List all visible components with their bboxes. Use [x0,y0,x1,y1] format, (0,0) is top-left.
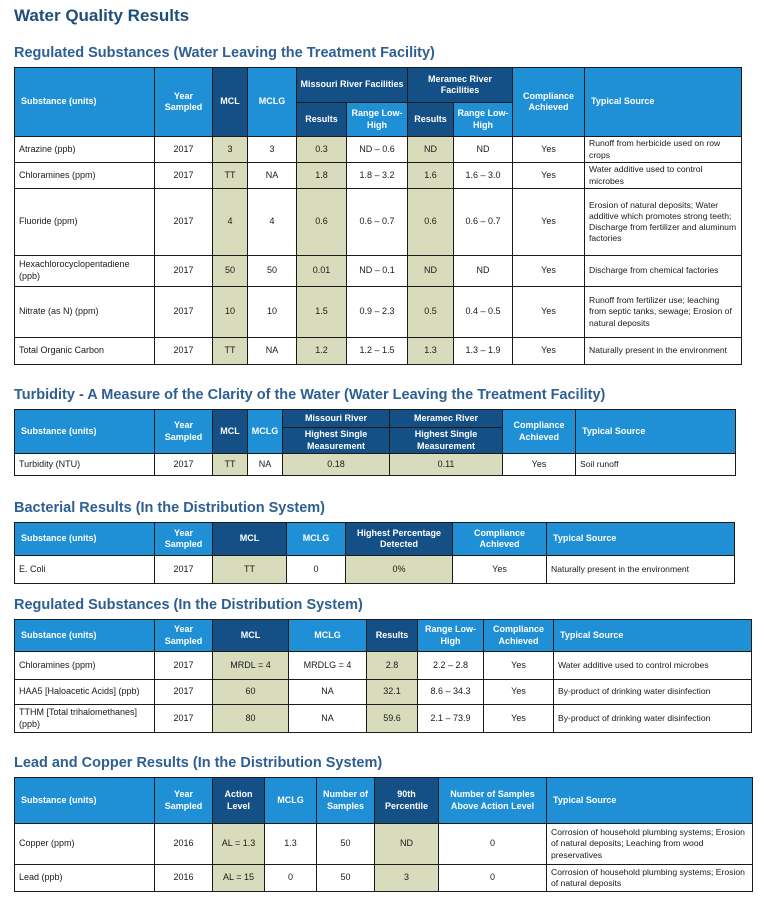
cell-meramec-range: ND [454,256,513,287]
header-mclg: MCLG [287,523,346,556]
header-missouri: Missouri River Facilities [297,68,408,103]
cell-90th-percentile: 3 [375,865,439,892]
cell-meramec-range: 1.3 – 1.9 [454,338,513,365]
turbidity-table [14,409,736,476]
page-title: Water Quality Results [14,6,190,25]
header-mclg: MCLG [248,68,297,137]
cell-year: 2017 [155,652,213,680]
header-missouri-highest: Highest Single Measurement [283,428,390,454]
lead-copper-table [14,777,753,892]
cell-mcl: 80 [213,705,289,733]
header-mclg: MCLG [248,410,283,454]
header-90th-percentile: 90th Percentile [375,778,439,824]
cell-source: Water additive used to control microbes [585,163,742,189]
header-meramec: Meramec River Facilities [408,68,513,103]
cell-range: 2.1 – 73.9 [418,705,484,733]
header-substance: Substance (units) [15,523,155,556]
cell-substance: Copper (ppm) [15,824,155,865]
cell-year: 2017 [155,680,213,705]
cell-substance: Turbidity (NTU) [15,454,155,476]
cell-year: 2016 [155,824,213,865]
cell-missouri-range: 0.6 – 0.7 [347,189,408,256]
cell-missouri-range: 1.8 – 3.2 [347,163,408,189]
section-heading-bacterial: Bacterial Results (In the Distribution System) [14,500,326,516]
header-mclg: MCLG [265,778,317,824]
header-meramec-range: Range Low-High [454,103,513,137]
cell-year: 2017 [155,137,213,163]
section-heading-turbidity: Turbidity - A Measure of the Clarity of the Water (Water Leaving the Treatment Facility) [14,387,606,403]
header-num-samples: Number of Samples [317,778,375,824]
cell-source: Runoff from herbicide used on row crops [585,137,742,163]
cell-source: Discharge from chemical factories [585,256,742,287]
cell-mcl: TT [213,163,248,189]
cell-num-samples: 50 [317,824,375,865]
cell-samples-above: 0 [439,824,547,865]
table-row [15,189,742,256]
cell-compliance: Yes [513,189,585,256]
cell-substance: Nitrate (as N) (ppm) [15,287,155,338]
cell-missouri-range: ND – 0.1 [347,256,408,287]
cell-highest: 0% [346,556,453,584]
header-source: Typical Source [576,410,736,454]
cell-missouri-range: 0.9 – 2.3 [347,287,408,338]
header-source: Typical Source [554,620,752,652]
cell-year: 2017 [155,256,213,287]
header-mcl: MCL [213,410,248,454]
cell-mcl: 4 [213,189,248,256]
cell-mcl: 50 [213,256,248,287]
header-year: Year Sampled [155,68,213,137]
cell-substance: E. Coli [15,556,155,584]
cell-compliance: Yes [484,705,554,733]
cell-source: Corrosion of household plumbing systems; Erosion of natural deposits [547,865,753,892]
header-meramec: Meramec River [390,410,503,428]
cell-source: By-product of drinking water disinfection [554,705,752,733]
cell-mclg: 0 [265,865,317,892]
regulated-distribution-table [14,619,752,733]
cell-mclg: 3 [248,137,297,163]
header-substance: Substance (units) [15,68,155,137]
cell-substance: Chloramines (ppm) [15,163,155,189]
cell-meramec: 0.11 [390,454,503,476]
cell-source: By-product of drinking water disinfection [554,680,752,705]
cell-year: 2017 [155,163,213,189]
cell-mcl: TT [213,338,248,365]
header-year: Year Sampled [155,620,213,652]
cell-num-samples: 50 [317,865,375,892]
cell-mcl: 10 [213,287,248,338]
cell-meramec-result: 1.3 [408,338,454,365]
cell-substance: TTHM [Total trihalomethanes] (ppb) [15,705,155,733]
cell-missouri: 0.18 [283,454,390,476]
header-compliance: Compliance Achieved [503,410,576,454]
bacterial-table [14,522,735,584]
cell-meramec-range: ND [454,137,513,163]
cell-meramec-range: 0.6 – 0.7 [454,189,513,256]
cell-mcl: 60 [213,680,289,705]
cell-missouri-result: 1.8 [297,163,347,189]
cell-meramec-result: ND [408,256,454,287]
table-row [15,652,752,680]
cell-mclg: NA [248,338,297,365]
cell-mclg: NA [248,163,297,189]
header-action-level: Action Level [213,778,265,824]
header-substance: Substance (units) [15,778,155,824]
cell-mcl: MRDL = 4 [213,652,289,680]
section-heading-regulated-treatment: Regulated Substances (Water Leaving the Treatment Facility) [14,45,435,61]
header-mclg: MCLG [289,620,367,652]
cell-missouri-result: 1.5 [297,287,347,338]
cell-action-level: AL = 1.3 [213,824,265,865]
header-compliance: Compliance Achieved [484,620,554,652]
header-year: Year Sampled [155,410,213,454]
table-row [15,256,742,287]
cell-meramec-range: 1.6 – 3.0 [454,163,513,189]
cell-mclg: 10 [248,287,297,338]
cell-year: 2017 [155,189,213,256]
cell-results: 59.6 [367,705,418,733]
cell-source: Naturally present in the environment [585,338,742,365]
regulated-treatment-table [14,67,742,365]
header-source: Typical Source [585,68,742,137]
header-missouri-range: Range Low-High [347,103,408,137]
cell-compliance: Yes [453,556,547,584]
table-row [15,865,753,892]
table-row [15,705,752,733]
header-meramec-highest: Highest Single Measurement [390,428,503,454]
cell-mclg: NA [289,680,367,705]
table-row [15,454,736,476]
cell-year: 2017 [155,287,213,338]
cell-year: 2017 [155,556,213,584]
header-source: Typical Source [547,523,735,556]
header-compliance: Compliance Achieved [453,523,547,556]
cell-source: Erosion of natural deposits; Water additive which promotes strong teeth; Discharge from fertilizer and aluminum factories [585,189,742,256]
cell-mclg: 50 [248,256,297,287]
header-year: Year Sampled [155,778,213,824]
cell-substance: Chloramines (ppm) [15,652,155,680]
cell-source: Water additive used to control microbes [554,652,752,680]
cell-year: 2017 [155,454,213,476]
cell-missouri-range: ND – 0.6 [347,137,408,163]
cell-year: 2016 [155,865,213,892]
cell-meramec-result: 1.6 [408,163,454,189]
header-mcl: MCL [213,68,248,137]
header-highest: Highest Percentage Detected [346,523,453,556]
table-row [15,137,742,163]
cell-compliance: Yes [484,652,554,680]
table-row [15,338,742,365]
cell-source: Runoff from fertilizer use; leaching from septic tanks, sewage; Erosion of natural deposits [585,287,742,338]
table-row [15,556,735,584]
cell-year: 2017 [155,338,213,365]
cell-compliance: Yes [513,163,585,189]
cell-source: Naturally present in the environment [547,556,735,584]
table-row [15,163,742,189]
cell-results: 32.1 [367,680,418,705]
cell-meramec-result: 0.6 [408,189,454,256]
cell-substance: Atrazine (ppb) [15,137,155,163]
cell-source: Corrosion of household plumbing systems; Erosion of natural deposits; Leaching from wood preservatives [547,824,753,865]
table-row [15,680,752,705]
header-missouri-results: Results [297,103,347,137]
header-mcl: MCL [213,620,289,652]
cell-mclg: MRDLG = 4 [289,652,367,680]
table-row [15,287,742,338]
table-row [15,824,753,865]
header-year: Year Sampled [155,523,213,556]
cell-mcl: 3 [213,137,248,163]
cell-compliance: Yes [513,287,585,338]
cell-meramec-result: 0.5 [408,287,454,338]
cell-range: 2.2 – 2.8 [418,652,484,680]
header-results: Results [367,620,418,652]
header-missouri: Missouri River [283,410,390,428]
cell-missouri-result: 0.3 [297,137,347,163]
cell-substance: Lead (ppb) [15,865,155,892]
cell-substance: Hexachlorocyclopentadiene (ppb) [15,256,155,287]
cell-meramec-result: ND [408,137,454,163]
cell-samples-above: 0 [439,865,547,892]
cell-compliance: Yes [503,454,576,476]
cell-substance: Total Organic Carbon [15,338,155,365]
cell-missouri-result: 1.2 [297,338,347,365]
cell-mclg: 1.3 [265,824,317,865]
cell-compliance: Yes [513,338,585,365]
header-range: Range Low-High [418,620,484,652]
cell-year: 2017 [155,705,213,733]
section-heading-regulated-distribution: Regulated Substances (In the Distribution System) [14,597,363,613]
cell-compliance: Yes [513,256,585,287]
cell-missouri-result: 0.01 [297,256,347,287]
cell-mclg: NA [289,705,367,733]
cell-substance: Fluoride (ppm) [15,189,155,256]
cell-results: 2.8 [367,652,418,680]
cell-missouri-result: 0.6 [297,189,347,256]
cell-missouri-range: 1.2 – 1.5 [347,338,408,365]
header-substance: Substance (units) [15,620,155,652]
cell-meramec-range: 0.4 – 0.5 [454,287,513,338]
header-samples-above: Number of Samples Above Action Level [439,778,547,824]
header-compliance: Compliance Achieved [513,68,585,137]
cell-mcl: TT [213,556,287,584]
cell-mclg: NA [248,454,283,476]
header-source: Typical Source [547,778,753,824]
cell-substance: HAA5 [Haloacetic Acids] (ppb) [15,680,155,705]
section-heading-lead-copper: Lead and Copper Results (In the Distribution System) [14,755,383,771]
header-mcl: MCL [213,523,287,556]
cell-mcl: TT [213,454,248,476]
header-meramec-results: Results [408,103,454,137]
cell-source: Soil runoff [576,454,736,476]
cell-action-level: AL = 15 [213,865,265,892]
cell-compliance: Yes [513,137,585,163]
header-substance: Substance (units) [15,410,155,454]
cell-mclg: 0 [287,556,346,584]
cell-compliance: Yes [484,680,554,705]
cell-range: 8.6 – 34.3 [418,680,484,705]
cell-90th-percentile: ND [375,824,439,865]
cell-mclg: 4 [248,189,297,256]
